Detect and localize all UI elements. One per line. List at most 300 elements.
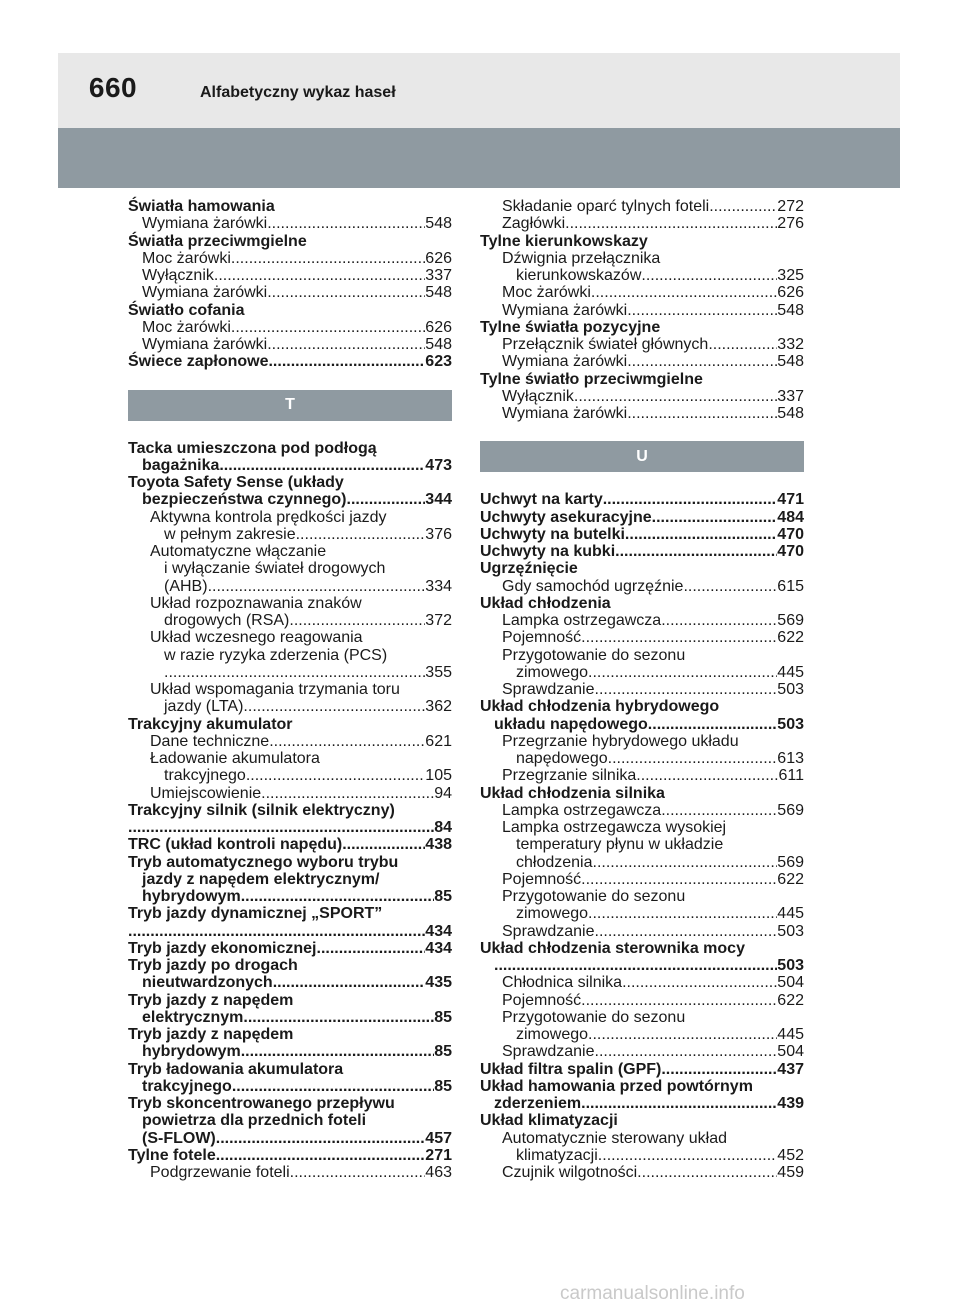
entry-text: Lampka ostrzegawcza bbox=[502, 612, 662, 629]
page-reference: 548 bbox=[777, 301, 804, 319]
section-letter-header: T bbox=[128, 390, 452, 421]
leader-dots bbox=[648, 716, 778, 733]
page-reference: 621 bbox=[425, 732, 452, 750]
index-entry bbox=[128, 1009, 452, 1026]
index-entry bbox=[128, 716, 452, 733]
page-reference: 503 bbox=[777, 715, 804, 733]
page-reference: 470 bbox=[777, 525, 804, 543]
section-banner bbox=[58, 128, 900, 188]
page-reference: 457 bbox=[425, 1129, 452, 1147]
page-reference: 548 bbox=[425, 336, 452, 353]
leader-dots bbox=[216, 1130, 426, 1147]
page-reference: 504 bbox=[777, 974, 804, 992]
index-entry bbox=[480, 767, 804, 784]
entry-text: Toyota Safety Sense (układy bbox=[128, 474, 344, 491]
entry-text: Pojemność bbox=[502, 870, 582, 888]
index-entry bbox=[128, 440, 452, 457]
entry-text: drogowych (RSA) bbox=[164, 612, 290, 629]
entry-text: Moc żarówki bbox=[142, 249, 231, 267]
entry-text: Układ wczesnego reagowania bbox=[150, 629, 363, 647]
leader-dots bbox=[683, 578, 777, 595]
leader-dots bbox=[661, 802, 777, 819]
index-entry bbox=[480, 1112, 804, 1129]
leader-dots bbox=[598, 1147, 778, 1164]
page-reference: 473 bbox=[425, 456, 452, 474]
index-entry bbox=[480, 405, 804, 422]
index-entry bbox=[480, 923, 804, 940]
index-entry bbox=[128, 250, 452, 267]
leader-dots bbox=[588, 1026, 777, 1043]
entry-text: Lampka ostrzegawcza wysokiej bbox=[502, 819, 727, 836]
leader-dots bbox=[273, 974, 426, 991]
entry-text: Lampka ostrzegawcza bbox=[502, 801, 662, 819]
entry-text: Wymiana żarówki bbox=[502, 301, 628, 319]
index-entry bbox=[128, 923, 452, 940]
entry-text: Wymiana żarówki bbox=[502, 405, 628, 422]
leader-dots bbox=[267, 284, 425, 301]
page-reference: 445 bbox=[777, 1026, 804, 1043]
entry-text: Układ wspomagania trzymania toru bbox=[150, 681, 400, 698]
index-entry bbox=[480, 509, 804, 526]
index-entry bbox=[480, 233, 804, 250]
index-entry bbox=[480, 733, 804, 750]
entry-text: Układ rozpoznawania znaków bbox=[150, 594, 362, 612]
index-entry bbox=[128, 836, 452, 853]
page-reference: 615 bbox=[777, 577, 804, 595]
index-entry bbox=[480, 198, 804, 215]
entry-text: zimowego bbox=[516, 1026, 589, 1043]
index-entry bbox=[480, 664, 804, 681]
entry-text: Sprawdzanie bbox=[502, 1043, 595, 1061]
entry-text: Pojemność bbox=[502, 991, 582, 1009]
index-entry bbox=[480, 595, 804, 612]
page-reference: 376 bbox=[425, 525, 452, 543]
page-reference: 437 bbox=[777, 1060, 804, 1078]
index-entry bbox=[128, 940, 452, 957]
index-entry bbox=[480, 267, 804, 284]
leader-dots bbox=[627, 405, 777, 422]
page-reference: 372 bbox=[425, 612, 452, 629]
index-entry bbox=[128, 560, 452, 577]
page-reference: 85 bbox=[434, 888, 452, 905]
index-entry bbox=[480, 1026, 804, 1043]
entry-text: Układ chłodzenia sterownika mocy bbox=[480, 939, 745, 957]
index-entry bbox=[128, 543, 452, 560]
entry-text: Światło cofania bbox=[128, 301, 245, 319]
entry-text: w pełnym zakresie bbox=[164, 525, 296, 543]
index-entry bbox=[128, 819, 452, 836]
index-entry bbox=[128, 1147, 452, 1164]
index-entry bbox=[480, 543, 804, 560]
page-reference: 548 bbox=[777, 405, 804, 422]
index-entry bbox=[480, 336, 804, 353]
entry-text: Uchwyty na butelki bbox=[480, 525, 625, 543]
entry-text: Przygotowanie do sezonu bbox=[502, 646, 686, 664]
index-entry bbox=[128, 767, 452, 784]
index-entry bbox=[128, 974, 452, 991]
page-reference: 626 bbox=[425, 318, 452, 336]
index-entry bbox=[128, 1095, 452, 1112]
entry-text: zimowego bbox=[516, 663, 589, 681]
index-entry bbox=[128, 905, 452, 922]
index-entry bbox=[128, 509, 452, 526]
entry-text: i wyłączanie świateł drogowych bbox=[164, 560, 386, 578]
entry-text: Aktywna kontrola prędkości jazdy bbox=[150, 508, 387, 526]
index-entry bbox=[480, 629, 804, 646]
page-reference: 337 bbox=[425, 267, 452, 284]
entry-text: Tacka umieszczona pod podłogą bbox=[128, 439, 377, 457]
leader-dots bbox=[661, 612, 777, 629]
entry-text: trakcyjnego bbox=[142, 1077, 232, 1095]
leader-dots bbox=[241, 888, 435, 905]
leader-dots bbox=[241, 1043, 435, 1060]
index-entry bbox=[128, 595, 452, 612]
entry-text: chłodzenia bbox=[516, 853, 593, 871]
index-entry bbox=[480, 802, 804, 819]
index-entry bbox=[128, 1078, 452, 1095]
page-reference: 569 bbox=[777, 853, 804, 871]
entry-text: Wymiana żarówki bbox=[142, 215, 268, 233]
page-reference: 503 bbox=[777, 922, 804, 940]
leader-dots bbox=[603, 491, 778, 508]
index-entry bbox=[480, 716, 804, 733]
index-entry bbox=[128, 319, 452, 336]
leader-dots bbox=[608, 750, 778, 767]
leader-dots bbox=[268, 353, 425, 370]
page-reference: 622 bbox=[777, 629, 804, 647]
entry-text: Uchwyty asekuracyjne bbox=[480, 508, 652, 526]
leader-dots bbox=[595, 681, 778, 698]
entry-text: Gdy samochód ugrzęźnie bbox=[502, 577, 684, 595]
page-reference: 613 bbox=[777, 750, 804, 767]
page-reference: 569 bbox=[777, 612, 804, 629]
index-entry bbox=[480, 215, 804, 232]
index-entry bbox=[480, 526, 804, 543]
index-entry bbox=[128, 871, 452, 888]
entry-text: Uchwyty na kubki bbox=[480, 543, 616, 560]
page-reference: 623 bbox=[425, 353, 452, 371]
entry-text: trakcyjnego bbox=[164, 767, 246, 785]
leader-dots bbox=[494, 957, 777, 974]
page-reference: 569 bbox=[777, 801, 804, 819]
index-entry bbox=[128, 681, 452, 698]
entry-text: w razie ryzyka zderzenia (PCS) bbox=[164, 646, 388, 664]
index-entry bbox=[128, 491, 452, 508]
leader-dots bbox=[342, 836, 425, 853]
leader-dots bbox=[574, 388, 777, 405]
entry-text: Tylne światła pozycyjne bbox=[480, 318, 661, 336]
leader-dots bbox=[216, 1147, 426, 1164]
section-letter-header: U bbox=[480, 441, 804, 472]
leader-dots bbox=[219, 457, 425, 474]
entry-text: Tryb jazdy ekonomicznej bbox=[128, 939, 317, 957]
page-reference: 276 bbox=[777, 215, 804, 233]
page-reference: 435 bbox=[425, 974, 452, 992]
index-entry bbox=[480, 1095, 804, 1112]
page-reference: 85 bbox=[434, 1043, 452, 1061]
entry-text: temperatury płynu w układzie bbox=[516, 836, 724, 854]
page-reference: 439 bbox=[777, 1095, 804, 1112]
page-reference: 503 bbox=[777, 681, 804, 698]
index-entry bbox=[480, 647, 804, 664]
index-entry bbox=[128, 353, 452, 370]
index-entry bbox=[128, 1130, 452, 1147]
index-entry bbox=[128, 664, 452, 681]
index-entry bbox=[128, 698, 452, 715]
leader-dots bbox=[128, 923, 425, 940]
entry-text: Tryb jazdy z napędem bbox=[128, 1026, 294, 1043]
index-entry bbox=[128, 233, 452, 250]
index-entry bbox=[128, 802, 452, 819]
entry-text: bezpieczeństwa czynnego) bbox=[142, 491, 347, 509]
page-reference: 503 bbox=[777, 957, 804, 974]
page-reference: 452 bbox=[777, 1146, 804, 1164]
index-entry bbox=[128, 284, 452, 301]
entry-text: powietrza dla przednich foteli bbox=[142, 1112, 367, 1130]
entry-text: Sprawdzanie bbox=[502, 681, 595, 698]
leader-dots bbox=[652, 509, 778, 526]
index-entry bbox=[128, 215, 452, 232]
index-entry bbox=[480, 1043, 804, 1060]
page-reference: 548 bbox=[425, 284, 452, 302]
index-entry bbox=[480, 1147, 804, 1164]
index-entry bbox=[480, 371, 804, 388]
index-entry bbox=[480, 284, 804, 301]
leader-dots bbox=[296, 526, 426, 543]
index-entry bbox=[480, 854, 804, 871]
page-title: Alfabetyczny wykaz haseł bbox=[200, 84, 396, 101]
page-reference: 344 bbox=[425, 491, 452, 509]
leader-dots bbox=[591, 284, 777, 301]
entry-text: Tylne fotele bbox=[128, 1146, 216, 1164]
entry-text: Przygotowanie do sezonu bbox=[502, 888, 686, 905]
leader-dots bbox=[581, 992, 777, 1009]
entry-text: Światła hamowania bbox=[128, 198, 275, 215]
index-entry bbox=[480, 353, 804, 370]
page-reference: 105 bbox=[425, 767, 452, 785]
index-entry bbox=[128, 629, 452, 646]
entry-text: hybrydowym bbox=[142, 1043, 241, 1061]
entry-text: klimatyzacji bbox=[516, 1146, 598, 1164]
entry-text: bagażnika bbox=[142, 456, 220, 474]
leader-dots bbox=[231, 319, 425, 336]
index-entry bbox=[480, 491, 804, 508]
index-entry bbox=[128, 526, 452, 543]
index-entry bbox=[128, 1026, 452, 1043]
page-reference: 470 bbox=[777, 543, 804, 560]
leader-dots bbox=[267, 336, 425, 353]
index-entry bbox=[128, 785, 452, 802]
leader-dots bbox=[622, 974, 777, 991]
index-entry bbox=[480, 905, 804, 922]
index-entry bbox=[480, 388, 804, 405]
page-reference: 445 bbox=[777, 905, 804, 923]
index-entry bbox=[480, 871, 804, 888]
leader-dots bbox=[581, 1095, 777, 1112]
page-reference: 548 bbox=[425, 215, 452, 233]
leader-dots bbox=[565, 215, 777, 232]
page-reference: 504 bbox=[777, 1043, 804, 1061]
index-entry bbox=[480, 1164, 804, 1181]
entry-text: Przełącznik świateł głównych bbox=[502, 336, 709, 353]
index-entry bbox=[128, 457, 452, 474]
index-entry bbox=[480, 1009, 804, 1026]
leader-dots bbox=[595, 1043, 778, 1060]
entry-text: Układ chłodzenia bbox=[480, 594, 611, 612]
index-entry bbox=[128, 1043, 452, 1060]
entry-text: elektrycznym bbox=[142, 1008, 244, 1026]
entry-text: (S-FLOW) bbox=[142, 1129, 216, 1147]
leader-dots bbox=[128, 819, 434, 836]
page-reference: 325 bbox=[777, 267, 804, 284]
index-entry bbox=[480, 250, 804, 267]
index-entry bbox=[480, 974, 804, 991]
entry-text: Umiejscowienie bbox=[150, 784, 262, 802]
entry-text: Tryb jazdy po drogach bbox=[128, 957, 298, 974]
page-number: 660 bbox=[88, 72, 138, 103]
entry-text: napędowego bbox=[516, 750, 608, 767]
entry-text: Dane techniczne bbox=[150, 732, 270, 750]
page-reference: 334 bbox=[425, 577, 452, 595]
index-entry bbox=[480, 578, 804, 595]
page-reference: 471 bbox=[777, 491, 804, 509]
page-reference: 85 bbox=[434, 1008, 452, 1026]
page-reference: 84 bbox=[434, 819, 452, 836]
index-entry bbox=[480, 612, 804, 629]
leader-dots bbox=[208, 578, 426, 595]
leader-dots bbox=[615, 543, 777, 560]
entry-text: zderzeniem bbox=[494, 1095, 582, 1112]
index-entry bbox=[480, 940, 804, 957]
entry-text: Zagłówki bbox=[502, 215, 566, 233]
index-entry bbox=[480, 560, 804, 577]
index-entry bbox=[480, 302, 804, 319]
entry-text: jazdy z napędem elektrycznym/ bbox=[142, 870, 380, 888]
entry-text: zimowego bbox=[516, 905, 589, 923]
entry-text: Moc żarówki bbox=[142, 318, 231, 336]
entry-text: kierunkowskazów bbox=[516, 267, 642, 284]
entry-text: Tryb jazdy z napędem bbox=[128, 991, 294, 1009]
leader-dots bbox=[269, 733, 425, 750]
leader-dots bbox=[709, 198, 777, 215]
page-reference: 355 bbox=[425, 663, 452, 681]
index-entry bbox=[480, 819, 804, 836]
entry-text: Chłodnica silnika bbox=[502, 974, 623, 992]
index-entry bbox=[480, 681, 804, 698]
entry-text: Układ klimatyzacji bbox=[480, 1112, 618, 1130]
leader-dots bbox=[231, 250, 425, 267]
index-entry bbox=[128, 198, 452, 215]
page-reference: 85 bbox=[434, 1077, 452, 1095]
page-reference: 332 bbox=[777, 336, 804, 353]
index-column-right bbox=[480, 198, 804, 1181]
entry-text: jazdy (LTA) bbox=[164, 698, 244, 716]
page-reference: 434 bbox=[425, 922, 452, 940]
entry-text: Przegrzanie hybrydowego układu bbox=[502, 732, 739, 750]
leader-dots bbox=[595, 923, 778, 940]
entry-text: Wyłącznik bbox=[142, 267, 214, 284]
entry-text: Wymiana żarówki bbox=[502, 353, 628, 371]
page-reference: 438 bbox=[425, 836, 452, 854]
leader-dots bbox=[593, 854, 778, 871]
watermark: carmanualsonline.info bbox=[560, 1283, 745, 1304]
entry-text: Ugrzęźnięcie bbox=[480, 560, 578, 578]
entry-text: Składanie oparć tylnych foteli bbox=[502, 198, 710, 215]
entry-text: Trakcyjny silnik (silnik elektryczny) bbox=[128, 801, 395, 819]
index-entry bbox=[480, 888, 804, 905]
index-entry bbox=[128, 1112, 452, 1129]
leader-dots bbox=[637, 1164, 777, 1181]
index-entry bbox=[480, 992, 804, 1009]
entry-text: Podgrzewanie foteli bbox=[150, 1164, 290, 1181]
entry-text: Trakcyjny akumulator bbox=[128, 715, 293, 733]
entry-text: TRC (układ kontroli napędu) bbox=[128, 836, 343, 854]
leader-dots bbox=[625, 526, 777, 543]
leader-dots bbox=[261, 785, 434, 802]
entry-text: Tylne światło przeciwmgielne bbox=[480, 370, 703, 388]
leader-dots bbox=[243, 1009, 434, 1026]
index-entry bbox=[128, 578, 452, 595]
leader-dots bbox=[661, 1061, 777, 1078]
entry-text: Układ chłodzenia hybrydowego bbox=[480, 698, 720, 716]
header-band bbox=[58, 53, 900, 128]
index-entry bbox=[128, 474, 452, 491]
index-entry bbox=[480, 785, 804, 802]
leader-dots bbox=[588, 664, 777, 681]
leader-dots bbox=[627, 353, 777, 370]
index-entry bbox=[128, 888, 452, 905]
leader-dots bbox=[317, 940, 426, 957]
index-entry bbox=[480, 957, 804, 974]
entry-text: Dźwignia przełącznika bbox=[502, 249, 661, 267]
index-entry bbox=[480, 836, 804, 853]
index-entry bbox=[128, 647, 452, 664]
entry-text: nieutwardzonych bbox=[142, 974, 273, 992]
entry-text: Sprawdzanie bbox=[502, 922, 595, 940]
index-entry bbox=[480, 319, 804, 336]
leader-dots bbox=[290, 1164, 426, 1181]
leader-dots bbox=[641, 267, 777, 284]
page-reference: 272 bbox=[777, 198, 804, 215]
index-entry bbox=[128, 733, 452, 750]
entry-text: (AHB) bbox=[164, 577, 208, 595]
entry-text: Uchwyt na karty bbox=[480, 491, 603, 509]
index-column-left bbox=[128, 198, 452, 1181]
entry-text: Tryb skoncentrowanego przepływu bbox=[128, 1095, 395, 1112]
index-entry bbox=[128, 267, 452, 284]
page-reference: 362 bbox=[425, 698, 452, 716]
leader-dots bbox=[708, 336, 777, 353]
leader-dots bbox=[581, 629, 777, 646]
entry-text: hybrydowym bbox=[142, 888, 241, 905]
index-entry bbox=[480, 1078, 804, 1095]
entry-text: Automatycznie sterowany układ bbox=[502, 1129, 727, 1147]
entry-text: Układ hamowania przed powtórnym bbox=[480, 1077, 753, 1095]
page-reference: 484 bbox=[777, 508, 804, 526]
entry-text: układu napędowego bbox=[494, 715, 648, 733]
leader-dots bbox=[214, 267, 425, 284]
entry-text: Pojemność bbox=[502, 629, 582, 647]
index-entry bbox=[480, 1130, 804, 1147]
index-entry bbox=[128, 992, 452, 1009]
page-reference: 445 bbox=[777, 663, 804, 681]
page-reference: 337 bbox=[777, 387, 804, 405]
page-reference: 434 bbox=[425, 939, 452, 957]
entry-text: Przygotowanie do sezonu bbox=[502, 1008, 686, 1026]
page-reference: 271 bbox=[425, 1146, 452, 1164]
leader-dots bbox=[164, 664, 425, 681]
page-reference: 459 bbox=[777, 1164, 804, 1181]
